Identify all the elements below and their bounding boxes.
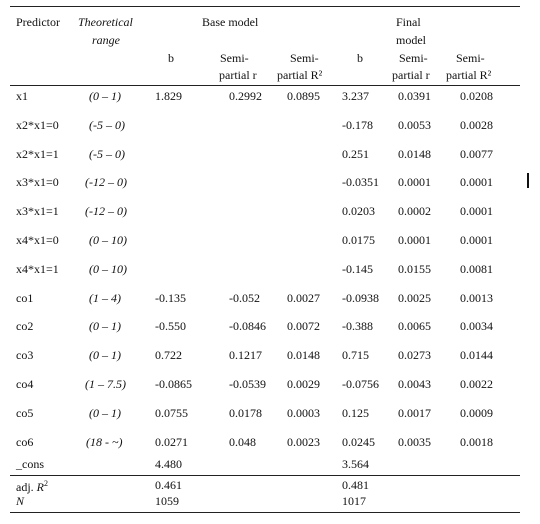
header-base-model: Base model xyxy=(202,15,259,29)
cell-predictor: x2*x1=1 xyxy=(16,146,59,161)
cell-final-semipartial-r: 0.0043 xyxy=(398,377,431,391)
cell-final-semipartial-r2: 0.0022 xyxy=(460,377,493,391)
cell-final-b: 0.251 xyxy=(342,146,369,161)
cell-final-semipartial-r: 0.0017 xyxy=(398,405,431,420)
header-theoretical: Theoretical xyxy=(78,15,133,29)
adj-r2-sup: 2 xyxy=(44,479,49,488)
cell-theoretical-range: (1 – 7.5) xyxy=(85,377,126,391)
cell-final-semipartial-r2: 0.0144 xyxy=(460,348,493,363)
cell-predictor: x2*x1=0 xyxy=(16,117,59,132)
adj-r2-base: 0.461 xyxy=(155,478,182,492)
cell-final-semipartial-r: 0.0025 xyxy=(398,290,431,305)
cell-final-semipartial-r: 0.0001 xyxy=(398,175,431,190)
header-range: range xyxy=(92,33,120,47)
cell-final-b: 0.0245 xyxy=(342,434,375,449)
header-final: Final xyxy=(396,15,421,29)
cell-base-b: 1.829 xyxy=(155,89,182,103)
cell-final-b: -0.388 xyxy=(342,319,373,334)
rule-below-subheader xyxy=(10,85,520,86)
cell-theoretical-range: (0 – 10) xyxy=(89,261,127,276)
cell-base-semipartial-r2: 0.0027 xyxy=(287,290,320,305)
cell-predictor: co6 xyxy=(16,434,34,449)
cell-base-semipartial-r2: 0.0148 xyxy=(287,348,320,363)
cell-theoretical-range: (0 – 1) xyxy=(89,89,121,103)
cell-predictor: x3*x1=0 xyxy=(16,175,59,190)
cell-theoretical-range: (-5 – 0) xyxy=(89,117,125,132)
cell-base-semipartial-r: 0.2992 xyxy=(229,89,262,103)
cell-final-semipartial-r2: 0.0013 xyxy=(460,290,493,305)
subheader-b-base: b xyxy=(168,51,174,65)
cell-theoretical-range: (-12 – 0) xyxy=(85,175,127,190)
cell-predictor: x4*x1=0 xyxy=(16,233,59,247)
cell-final-semipartial-r: 0.0065 xyxy=(398,319,431,334)
rule-bottom xyxy=(10,512,520,513)
cell-final-semipartial-r: 0.0148 xyxy=(398,146,431,161)
cell-final-b: -0.0938 xyxy=(342,290,379,305)
cell-theoretical-range: (-5 – 0) xyxy=(89,146,125,161)
cell-final-semipartial-r2: 0.0208 xyxy=(460,89,493,103)
cell-base-semipartial-r2: 0.0072 xyxy=(287,319,320,334)
subheader-semi-r-final-2: partial r xyxy=(392,68,430,82)
cell-base-semipartial-r2: 0.0003 xyxy=(287,405,320,420)
cell-final-semipartial-r: 0.0002 xyxy=(398,204,431,219)
n-label: N xyxy=(16,494,25,508)
cell-base-semipartial-r: -0.0539 xyxy=(229,377,266,391)
cell-theoretical-range: (0 – 1) xyxy=(89,319,121,334)
cell-base-semipartial-r2: 0.0029 xyxy=(287,377,320,391)
cell-theoretical-range: (0 – 10) xyxy=(89,233,127,247)
text-cursor xyxy=(527,173,529,188)
cell-base-b: 0.722 xyxy=(155,348,182,363)
cell-final-semipartial-r: 0.0155 xyxy=(398,261,431,276)
cell-final-b: -0.0351 xyxy=(342,175,379,190)
cell-theoretical-range: (0 – 1) xyxy=(89,405,121,420)
cell-predictor: co3 xyxy=(16,348,34,363)
cell-base-semipartial-r: 0.0178 xyxy=(229,405,262,420)
cell-final-b: -0.178 xyxy=(342,117,373,132)
cell-base-semipartial-r2: 0.0895 xyxy=(287,89,320,103)
cell-predictor: co2 xyxy=(16,319,34,334)
cell-final-b: 0.0175 xyxy=(342,233,375,247)
cell-final-semipartial-r2: 0.0018 xyxy=(460,434,493,449)
cell-final-semipartial-r2: 0.0034 xyxy=(460,319,493,334)
cell-base-semipartial-r: 0.1217 xyxy=(229,348,262,363)
n-final: 1017 xyxy=(342,494,366,508)
cell-predictor: x3*x1=1 xyxy=(16,204,59,219)
cell-final-b: 0.715 xyxy=(342,348,369,363)
cell-base-semipartial-r: -0.0846 xyxy=(229,319,266,334)
cell-base-semipartial-r: 0.048 xyxy=(229,434,256,449)
cell-final-semipartial-r: 0.0001 xyxy=(398,233,431,247)
cell-base-b: -0.0865 xyxy=(155,377,192,391)
subheader-semi-r2-base-2: partial R² xyxy=(277,68,323,82)
cons-label: _cons xyxy=(16,457,44,471)
adj-r2-label xyxy=(16,477,48,494)
header-predictor: Predictor xyxy=(16,15,60,29)
cons-b-final: 3.564 xyxy=(342,457,369,471)
subheader-semi-r2-final-1: Semi- xyxy=(456,51,485,65)
cell-predictor: co4 xyxy=(16,377,34,391)
subheader-semi-r-base-2: partial r xyxy=(219,68,257,82)
cell-base-semipartial-r2: 0.0023 xyxy=(287,434,320,449)
cell-theoretical-range: (-12 – 0) xyxy=(85,204,127,219)
cell-final-semipartial-r2: 0.0001 xyxy=(460,233,493,247)
subheader-b-final: b xyxy=(357,51,363,65)
subheader-semi-r-base-1: Semi- xyxy=(220,51,249,65)
cell-predictor: co5 xyxy=(16,405,34,420)
cell-final-semipartial-r2: 0.0009 xyxy=(460,405,493,420)
adj-r2-prefix: adj. xyxy=(16,480,37,494)
cell-base-b: 0.0271 xyxy=(155,434,188,449)
cell-final-semipartial-r: 0.0391 xyxy=(398,89,431,103)
cell-final-semipartial-r2: 0.0001 xyxy=(460,204,493,219)
cell-final-semipartial-r: 0.0035 xyxy=(398,434,431,449)
cell-theoretical-range: (0 – 1) xyxy=(89,348,121,363)
cell-final-b: 0.0203 xyxy=(342,204,375,219)
cell-final-semipartial-r2: 0.0001 xyxy=(460,175,493,190)
cell-final-b: -0.145 xyxy=(342,261,373,276)
cell-final-semipartial-r2: 0.0081 xyxy=(460,261,493,276)
cons-b-base: 4.480 xyxy=(155,457,182,471)
rule-above-fit-stats xyxy=(10,475,520,476)
cell-final-b: 3.237 xyxy=(342,89,369,103)
cell-final-semipartial-r2: 0.0077 xyxy=(460,146,493,161)
cell-predictor: x4*x1=1 xyxy=(16,261,59,276)
cell-base-b: 0.0755 xyxy=(155,405,188,420)
cell-final-b: 0.125 xyxy=(342,405,369,420)
adj-r2-r: R xyxy=(36,480,45,494)
cell-final-b: -0.0756 xyxy=(342,377,379,391)
cell-final-semipartial-r: 0.0273 xyxy=(398,348,431,363)
cell-predictor: co1 xyxy=(16,290,34,305)
rule-top xyxy=(10,6,520,7)
cell-theoretical-range: (18 - ~) xyxy=(86,434,123,449)
cell-base-semipartial-r: -0.052 xyxy=(229,290,260,305)
subheader-semi-r2-final-2: partial R² xyxy=(446,68,492,82)
cell-theoretical-range: (1 – 4) xyxy=(89,290,121,305)
cell-base-b: -0.550 xyxy=(155,319,186,334)
adj-r2-final: 0.481 xyxy=(342,478,369,492)
cell-predictor: x1 xyxy=(16,89,28,103)
n-base: 1059 xyxy=(155,494,179,508)
cell-base-b: -0.135 xyxy=(155,290,186,305)
subheader-semi-r2-base-1: Semi- xyxy=(290,51,319,65)
cell-final-semipartial-r2: 0.0028 xyxy=(460,117,493,132)
header-model: model xyxy=(396,33,426,47)
subheader-semi-r-final-1: Semi- xyxy=(399,51,428,65)
cell-final-semipartial-r: 0.0053 xyxy=(398,117,431,132)
